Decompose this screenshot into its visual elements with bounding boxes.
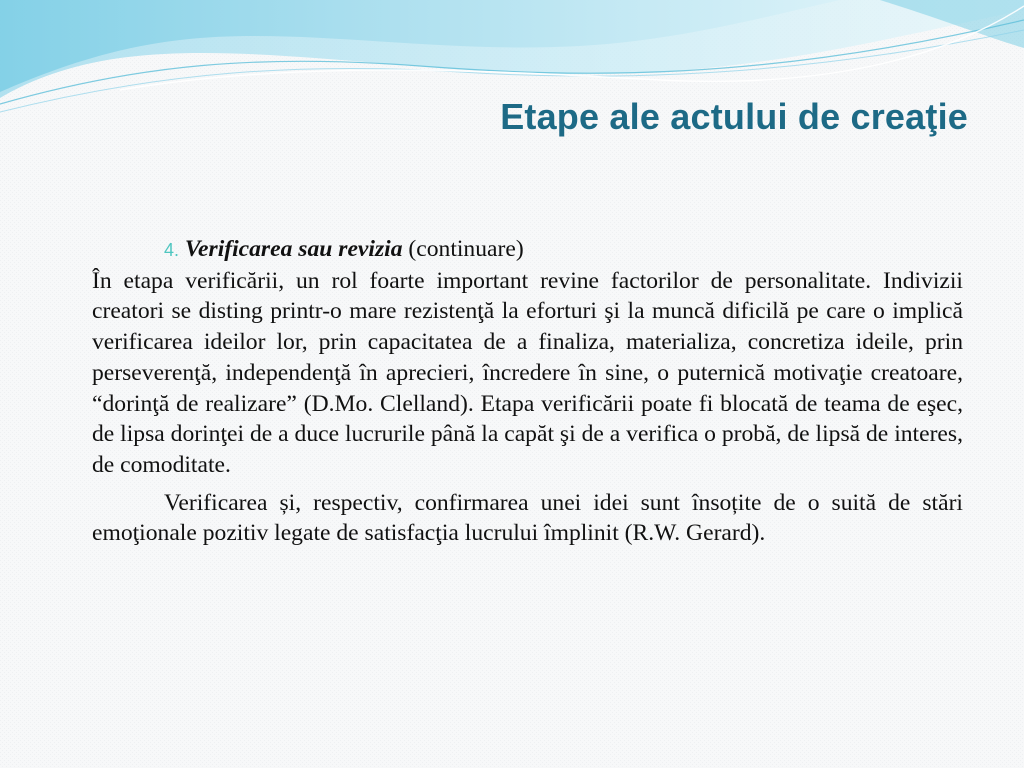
paragraph-confirmation (92, 488, 963, 549)
paragraph-2-text: Verificarea și, respectiv, confirmarea unei idei sunt însoțite de o suită de stări emoţionale pozitiv legate de satisfacţia lucrului împlinit (R.W. Gerard). (92, 489, 963, 547)
slide-title: Etape ale actului de creaţie (500, 96, 968, 137)
slide-content (92, 234, 963, 549)
paragraph-verification-factors (92, 234, 963, 481)
list-item-heading: Verificarea sau revizia (184, 236, 403, 262)
list-item-suffix: (continuare) (402, 236, 524, 262)
paragraph-1-text: În etapa verificării, un rol foarte important revine factorilor de personalitate. Indivizii creatori se disting printr-o mare rezistenţă la eforturi şi la muncă dificilă pe care o implică verificarea ideilor lor, prin capacitatea de a finaliza, materializa, concretiza ideile, prin perseverenţă, independenţă în aprecieri, încredere în sine, o puternică motivaţie creatoare, “dorinţă de realizare” (D.Mo. Clelland). Etapa verificării poate fi blocată de teama de eşec, de lipsa dorinţei de a duce lucrurile până la capăt şi de a verifica o probă, de lipsă de interes, de comoditate. (92, 267, 963, 478)
list-item-number: 4. (164, 240, 180, 260)
